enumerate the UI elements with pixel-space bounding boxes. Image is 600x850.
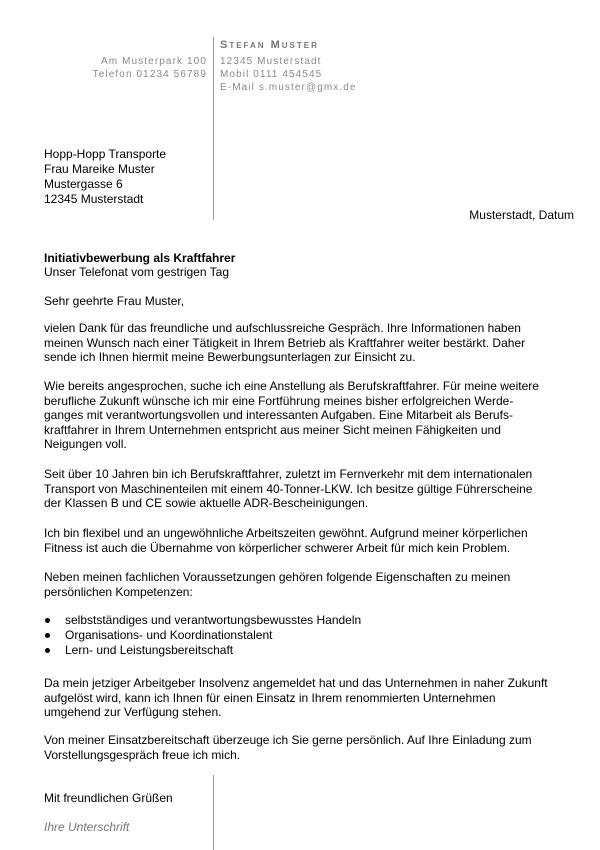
closing: Mit freundlichen Grüßen	[44, 791, 173, 805]
bullet-icon	[45, 633, 50, 638]
list-item	[44, 628, 574, 643]
paragraph-line: Da mein jetziger Arbeitgeber Insolvenz angemeldet hat und das Unternehmen in naher Zukunft	[44, 676, 548, 690]
list-item-label: Lern- und Leistungsbereitschaft	[65, 643, 234, 657]
paragraph-line: Neigungen voll.	[44, 437, 127, 451]
paragraph-line: aufgelöst wird, kann ich Ihnen für einen Einsatz in Ihrem renommierten Unternehmen	[44, 690, 496, 705]
paragraph-line: Wie bereits angesprochen, suche ich eine Anstellung als Berufskraftfahrer. Für meine weitere	[44, 379, 539, 393]
subject-line: Initiativbewerbung als Kraftfahrer	[44, 251, 236, 265]
salutation: Sehr geehrte Frau Muster,	[44, 294, 185, 308]
paragraph-experience	[44, 467, 574, 511]
list-item-label: Organisations- und Koordinationstalent	[65, 628, 273, 642]
sender-mobile: Mobil 0111 454545	[220, 69, 323, 80]
paragraph-line: Ich bin flexibel und an ungewöhnliche Arbeitszeiten gewöhnt. Aufgrund meiner körperlichen	[44, 526, 528, 540]
sender-street: Am Musterpark 100	[101, 56, 207, 67]
paragraph-line: Vorstellungsgespräch freue ich mich.	[44, 747, 241, 762]
paragraph-invitation	[44, 733, 574, 762]
paragraph-line: Neben meinen fachlichen Voraussetzungen gehören folgende Eigenschaften zu meinen	[44, 570, 511, 584]
paragraph-line: meinen Wunsch nach einer Tätigkeit in Ihrem Betrieb als Kraftfahrer weiter bestärkt. Daher	[44, 335, 526, 350]
list-item	[44, 643, 574, 658]
list-item-label: selbstständiges und verantwortungsbewusstes Handeln	[65, 613, 362, 627]
sender-address-left	[93, 55, 207, 81]
bullet-icon	[45, 648, 50, 653]
footer-divider-line	[213, 775, 214, 850]
header-divider-line	[213, 37, 214, 220]
paragraph-availability	[44, 676, 574, 720]
recipient-street: Mustergasse 6	[44, 177, 123, 191]
paragraph-line: persönlichen Kompetenzen:	[44, 584, 193, 599]
subject-subline: Unser Telefonat vom gestrigen Tag	[44, 265, 229, 279]
recipient-company: Hopp-Hopp Transporte	[44, 147, 167, 161]
paragraph-line: Seit über 10 Jahren bin ich Berufskraftfahrer, zuletzt im Fernverkehr mit dem internationalen	[44, 467, 533, 481]
sender-email: E-Mail s.muster@gmx.de	[220, 82, 357, 93]
signature-placeholder: Ihre Unterschrift	[44, 820, 130, 834]
bullet-icon	[45, 618, 50, 623]
recipient-city: 12345 Musterstadt	[44, 192, 144, 206]
paragraph-line: Von meiner Einsatzbereitschaft überzeuge ich Sie gerne persönlich. Auf Ihre Einladung zum	[44, 733, 532, 747]
sender-city: 12345 Musterstadt	[220, 56, 322, 67]
paragraph-line: vielen Dank für das freundliche und aufschlussreiche Gespräch. Ihre Informationen haben	[44, 321, 521, 335]
list-item	[44, 613, 574, 628]
recipient-person: Frau Mareike Muster	[44, 162, 155, 176]
paragraph-line: der Klassen B und CE sowie aktuelle ADR-Bescheinigungen.	[44, 496, 369, 510]
recipient-address	[44, 147, 166, 207]
paragraph-line: umgehend zur Verfügung stehen.	[44, 705, 222, 719]
sender-name: Stefan Muster	[220, 39, 319, 51]
sender-phone: Telefon 01234 56789	[92, 69, 207, 80]
paragraph-line: Transport von Maschinenteilen mit einem 40-Tonner-LKW. Ich besitze gültige Führerscheine	[44, 481, 533, 496]
paragraph-line: ganges mit verantwortungsvollen und interessanten Aufgaben. Eine Mitarbeit als Berufs-	[44, 408, 513, 422]
place-date: Musterstadt, Datum	[469, 208, 574, 222]
paragraph-flexibility	[44, 526, 574, 555]
paragraph-line: berufliche Zukunft wünsche ich mir eine Fortführung meines bisher erfolgreichen Werde-	[44, 393, 514, 408]
paragraph-competences-intro	[44, 570, 574, 599]
paragraph-line: kraftfahrer in Ihrem Unternehmen entspricht aus meiner Sicht meinen Fähigkeiten und	[44, 422, 501, 437]
sender-address-right	[220, 55, 357, 94]
competences-list	[44, 613, 574, 658]
paragraph-line: sende ich Ihnen hiermit meine Bewerbungsunterlagen zur Einsicht zu.	[44, 350, 416, 364]
paragraph-intro	[44, 321, 574, 365]
paragraph-line: Fitness ist auch die Übernahme von körperlicher schwerer Arbeit für mich kein Problem.	[44, 540, 511, 555]
paragraph-motivation	[44, 379, 574, 452]
